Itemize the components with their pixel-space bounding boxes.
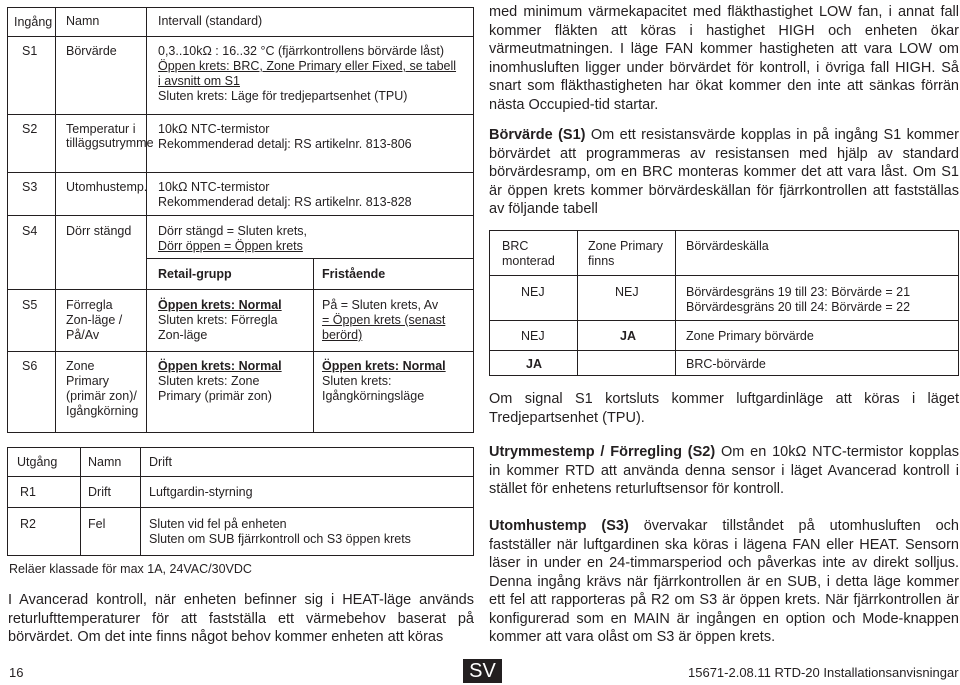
- s1-row3-source: BRC-börvärde: [686, 357, 766, 371]
- s5-free-line-1: På = Sluten krets, Av: [322, 298, 439, 312]
- row-name-s6-line-1: Zone: [66, 359, 95, 373]
- s5-retail-line-1: Öppen krets: Normal: [158, 298, 282, 312]
- row-divider: [7, 114, 474, 115]
- left-paragraph: I Avancerad kontroll, när enheten befinner sig i HEAT-läge används returlufttemperaturer för att fastställa ett värmebehov baserat på börvärdet. Om det inte finns något behov kommer enheten att köras: [8, 592, 474, 645]
- s5-retail-line-3: Zon-läge: [158, 328, 208, 342]
- row-id-s6: S6: [22, 359, 38, 373]
- page-number: 16: [9, 665, 24, 680]
- row-divider: [7, 289, 474, 290]
- inputs-col-divider-2: [146, 7, 147, 433]
- s1-header-zone-line-2: finns: [588, 254, 615, 268]
- row-name-s5-line-3: På/Av: [66, 328, 100, 342]
- row-name-s4: Dörr stängd: [66, 224, 132, 238]
- s6-retail-line-2: Sluten krets: Zone: [158, 374, 260, 388]
- language-badge: SV: [463, 659, 502, 683]
- header-drift: Drift: [149, 455, 172, 469]
- s4-range-line-1: Dörr stängd = Sluten krets,: [158, 224, 308, 238]
- s6-retail-line-3: Primary (primär zon): [158, 389, 272, 403]
- out-row-name-r1: Drift: [88, 485, 111, 499]
- out-row-name-r2: Fel: [88, 517, 106, 531]
- document-reference: 15671-2.08.11 RTD-20 Installationsanvisningar: [688, 665, 959, 680]
- row-name-s6-line-2: Primary: [66, 374, 110, 388]
- s5-retail-line-2: Sluten krets: Förregla: [158, 313, 278, 327]
- s6-free-line-2: Sluten krets:: [322, 374, 392, 388]
- s2-range-line-1: 10kΩ NTC-termistor: [158, 122, 270, 136]
- row-name-s2-line-2: tilläggsutrymme: [66, 136, 154, 150]
- header-ingang: Ingång: [14, 15, 53, 29]
- header-utgang: Utgång: [17, 455, 58, 469]
- s1-header-brc-line-2: monterad: [502, 254, 555, 268]
- inputs-col-divider-1: [55, 7, 56, 433]
- subheader-free: Fristående: [322, 267, 386, 281]
- s3-range-line-2: Rekommenderad detalj: RS artikelnr. 813-828: [158, 195, 412, 209]
- relay-note: Reläer klassade för max 1A, 24VAC/30VDC: [9, 562, 252, 576]
- s6-free-line-1: Öppen krets: Normal: [322, 359, 446, 373]
- s1-paragraph: [489, 126, 959, 219]
- row-name-s3: Utomhustemp.: [66, 180, 148, 194]
- outputs-header-divider: [7, 476, 474, 477]
- right-intro-paragraph: med minimum värmekapacitet med fläkthastighet LOW fan, i annat fall kommer fläkten att köras i hastighet HIGH och enheten ökar värmeutmatningen. I läge FAN kommer hastigheten att vara LOW om inomhusluften ligger under börvärdet för kontroll, i övriga fall HIGH. Så snart som fläkthastigheten har ökat kommer den inte att sänkas förrän nästa Occupied-tid startar.: [489, 4, 959, 113]
- row-name-s6-line-4: Igångkörning: [66, 404, 139, 418]
- header-namn: Namn: [66, 14, 100, 28]
- s1-col-divider-2: [675, 230, 676, 376]
- s1-row2-zone: JA: [620, 329, 636, 343]
- header-out-namn: Namn: [88, 455, 122, 469]
- s4-range-line-2: Dörr öppen = Öppen krets: [158, 239, 303, 253]
- s3-paragraph-text: övervakar tillståndet på utomhusluften och fastställer när luftgardinen ska köras i lägena FAN eller HEAT. Sensorn läser in under en 24-timmarsperiod och påverkas inte av direkt solljus. Denna ingång krävs när fjärrkontrollen är en SUB, i detta läge kommer ett fel att rapporteras på R2 om S3 är öppen krets. När fjärrkontrollen är konfigurerad som en MAIN är ingången en option och Mode-knappen kommer att vara olåst om S3 är öppen krets.: [489, 518, 959, 645]
- row-name-s2-line-1: Temperatur i: [66, 122, 136, 136]
- s2-paragraph-label: Utrymmestemp / Förregling (S2): [489, 444, 716, 460]
- s1-header-source: Börvärdeskälla: [686, 239, 769, 253]
- s1-row3-brc: JA: [526, 357, 542, 371]
- s6-retail-line-1: Öppen krets: Normal: [158, 359, 282, 373]
- subheader-retail: Retail-grupp: [158, 267, 232, 281]
- out-row-drift-r2-line-2: Sluten om SUB fjärrkontroll och S3 öppen krets: [149, 532, 411, 546]
- s1-range-line-3: i avsnitt om S1: [158, 74, 240, 88]
- row-name-s5-line-2: Zon-läge /: [66, 313, 123, 327]
- out-row-id-r1: R1: [20, 485, 36, 499]
- s3-range-line-1: 10kΩ NTC-termistor: [158, 180, 270, 194]
- row-divider: [7, 351, 474, 352]
- s1-short-paragraph: Om signal S1 kortsluts kommer luftgardinläge att köras i läget Tredjepartsenhet (TPU).: [489, 391, 959, 426]
- s3-paragraph-label: Utomhustemp (S3): [489, 518, 629, 534]
- s1-row2-brc: NEJ: [521, 329, 545, 343]
- row-id-s5: S5: [22, 298, 38, 312]
- s1-header-divider: [489, 275, 959, 276]
- s6-free-line-3: Igångkörningsläge: [322, 389, 425, 403]
- s1-range-line-4: Sluten krets: Läge för tredjepartsenhet (TPU): [158, 89, 408, 103]
- s1-row1-source-line-2: Börvärdesgräns 20 till 24: Börvärde = 22: [686, 300, 911, 314]
- s3-paragraph: [489, 517, 959, 647]
- row-id-s2: S2: [22, 122, 38, 136]
- s1-paragraph-label: Börvärde (S1): [489, 127, 586, 143]
- s2-paragraph: [489, 443, 959, 499]
- s1-row1-zone: NEJ: [615, 285, 639, 299]
- s2-paragraph-text: Om en 10kΩ NTC-termistor kopplas in kommer RTD att använda denna sensor i läget Avancerad kontroll i stället för enhetens returluftsensor för kontroll.: [489, 444, 959, 497]
- row-id-s1: S1: [22, 44, 38, 58]
- s1-row-divider: [489, 320, 959, 321]
- inputs-header-divider: [7, 36, 474, 37]
- s2-range-line-2: Rekommenderad detalj: RS artikelnr. 813-806: [158, 137, 412, 151]
- s5-free-line-3: berörd): [322, 328, 363, 342]
- row-name-s6-line-3: (primär zon)/: [66, 389, 137, 403]
- s1-col-divider-1: [577, 230, 578, 376]
- s1-paragraph-text: Om ett resistansvärde kopplas in på ingång S1 kommer börvärdet att programmeras av resistansen med hjälp av standard börvärdesramp, om en BRC monteras kommer det att vara låst. Om S1 är öppen krets kommer börvärdeskällan för fjärrkontrollen att fastställas av följande tabell: [489, 127, 959, 217]
- outputs-row-divider: [7, 507, 474, 508]
- subheader-divider: [146, 258, 474, 259]
- row-name-s5-line-1: Förregla: [66, 298, 113, 312]
- s1-header-zone-line-1: Zone Primary: [588, 239, 664, 253]
- s1-row-divider: [489, 350, 959, 351]
- out-row-drift-r1: Luftgardin-styrning: [149, 485, 253, 499]
- s1-header-brc-line-1: BRC: [502, 239, 529, 253]
- row-name-s1: Börvärde: [66, 44, 117, 58]
- s5-free-line-2: = Öppen krets (senast: [322, 313, 446, 327]
- s1-range-line-2: Öppen krets: BRC, Zone Primary eller Fixed, se tabell: [158, 59, 457, 73]
- s1-row1-source-line-1: Börvärdesgräns 19 till 23: Börvärde = 21: [686, 285, 911, 299]
- out-row-drift-r2-line-1: Sluten vid fel på enheten: [149, 517, 287, 531]
- row-divider: [7, 215, 474, 216]
- row-id-s4: S4: [22, 224, 38, 238]
- s1-row1-brc: NEJ: [521, 285, 545, 299]
- subheader-col-divider: [313, 258, 314, 433]
- row-divider: [7, 172, 474, 173]
- out-row-id-r2: R2: [20, 517, 36, 531]
- row-id-s3: S3: [22, 180, 38, 194]
- s1-range-line-1: 0,3..10kΩ : 16..32 °C (fjärrkontrollens börvärde låst): [158, 44, 444, 58]
- outputs-col-divider-1: [80, 447, 81, 556]
- header-intervall: Intervall (standard): [158, 14, 263, 28]
- outputs-col-divider-2: [140, 447, 141, 556]
- s1-row2-source: Zone Primary börvärde: [686, 329, 814, 343]
